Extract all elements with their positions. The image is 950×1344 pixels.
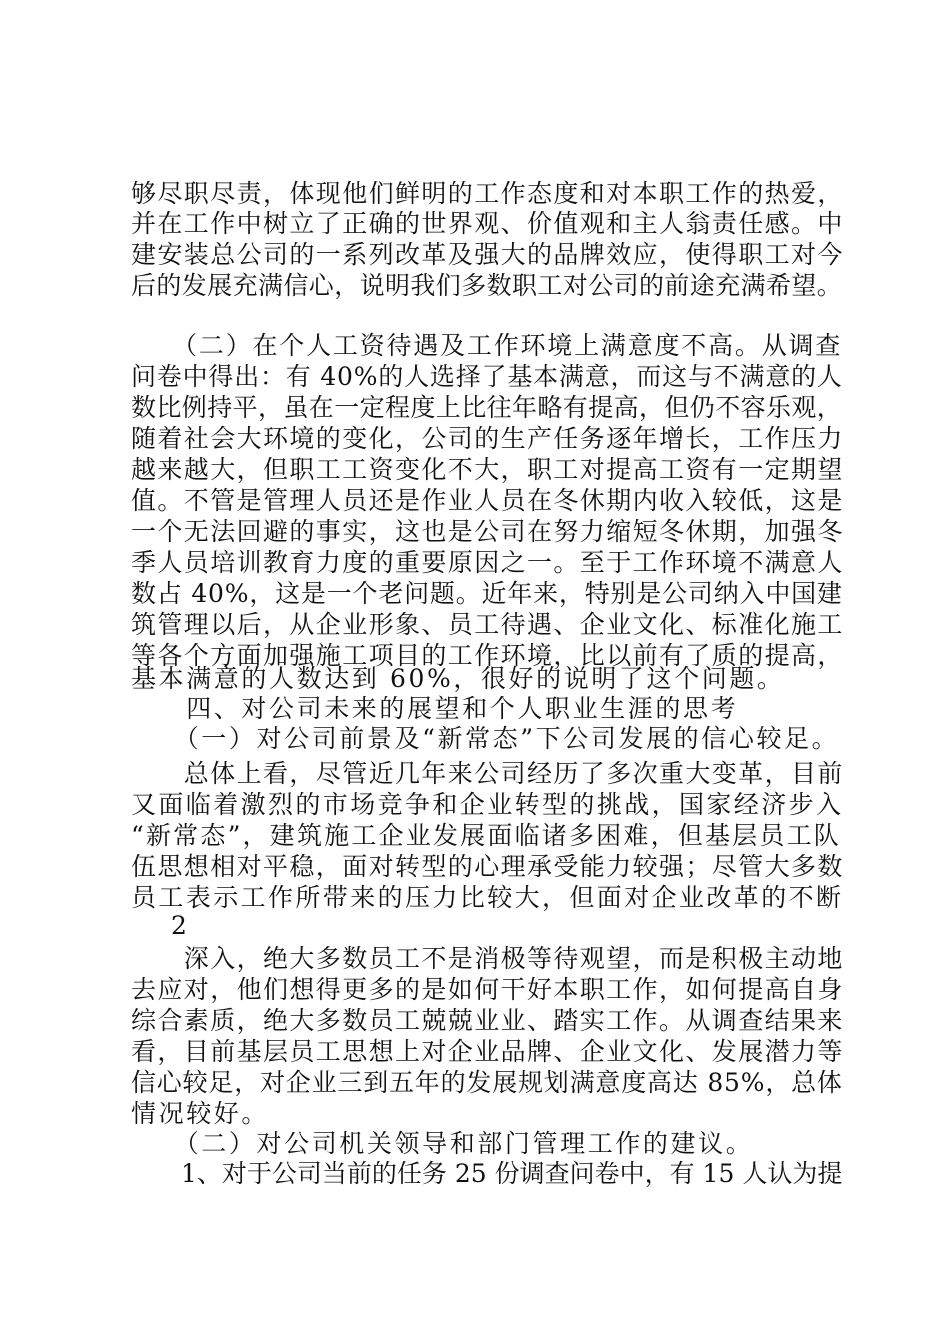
text-line: 综合素质，绝大多数员工兢兢业业、踏实工作。从调查结果来 (131, 1006, 844, 1035)
text-line: 并在工作中树立了正确的世界观、价值观和主人翁责任感。中 (131, 209, 844, 238)
text-line: 季人员培训教育力度的重要原因之一。至于工作环境不满意人 (131, 548, 844, 577)
text-line: 问卷中得出：有 40%的人选择了基本满意，而这与不满意的人 (131, 362, 843, 391)
text-line: 深入，绝大多数员工不是消极等待观望，而是积极主动地 (131, 944, 844, 973)
text-line: “新常态”，建筑施工企业发展面临诸多困难，但基层员工队 (131, 821, 841, 850)
text-line: 建安装总公司的一系列改革及强大的品牌效应，使得职工对今 (131, 240, 844, 269)
text-line: 等各个方面加强施工项目的工作环境，比以前有了质的提高， (131, 641, 844, 670)
text-line: 又面临着激烈的市场竞争和企业转型的挑战，国家经济步入 (131, 790, 844, 819)
text-line: 越来越大，但职工工资变化不大，职工对提高工资有一定期望 (131, 455, 844, 484)
text-line: （二）在个人工资待遇及工作环境上满意度不高。从调查 (131, 331, 843, 360)
section-heading: 四、对公司未来的展望和个人职业生涯的思考 (131, 694, 739, 723)
page-number: 2 (171, 911, 187, 940)
text-line: 够尽职尽责，体现他们鲜明的工作态度和对本职工作的热爱， (131, 179, 844, 208)
text-line: 一个无法回避的事实，这也是公司在努力缩短冬休期，加强冬 (131, 517, 844, 546)
text-line: 看，目前基层员工思想上对企业品牌、企业文化、发展潜力等 (131, 1037, 844, 1066)
text-line: 基本满意的人数达到 60%，很好的说明了这个问题。 (131, 664, 785, 693)
text-line: 数比例持平，虽在一定程度上比往年略有提高，但仍不容乐观， (131, 393, 843, 422)
text-line: 信心较足，对企业三到五年的发展规划满意度高达 85%，总体 (131, 1068, 843, 1097)
subsection-heading: （二）对公司机关领导和部门管理工作的建议。 (131, 1129, 754, 1158)
text-line: 数占 40%，这是一个老问题。近年来，特别是公司纳入中国建 (131, 579, 843, 608)
text-line: 筑管理以后，从企业形象、员工待遇、企业文化、标准化施工 (131, 610, 844, 639)
text-line: 去应对，他们想得更多的是如何干好本职工作，如何提高自身 (131, 975, 844, 1004)
text-line: 员工表示工作所带来的压力比较大，但面对企业改革的不断 (131, 883, 844, 912)
text-line: 1、对于公司当前的任务 25 份调查问卷中，有 15 人认为提 (131, 1159, 843, 1188)
text-line: 随着社会大环境的变化，公司的生产任务逐年增长，工作压力 (131, 424, 844, 453)
text-line: 情况较好。 (131, 1099, 270, 1128)
text-line: 伍思想相对平稳，面对转型的心理承受能力较强；尽管大多数 (131, 852, 844, 881)
text-line: 后的发展充满信心，说明我们多数职工对公司的前途充满希望。 (131, 271, 843, 300)
subsection-heading: （一）对公司前景及“新常态”下公司发展的信心较足。 (131, 724, 840, 753)
text-line: 总体上看，尽管近几年来公司经历了多次重大变革，目前 (131, 759, 844, 788)
text-line: 值。不管是管理人员还是作业人员在冬休期内收入较低，这是 (131, 486, 844, 515)
